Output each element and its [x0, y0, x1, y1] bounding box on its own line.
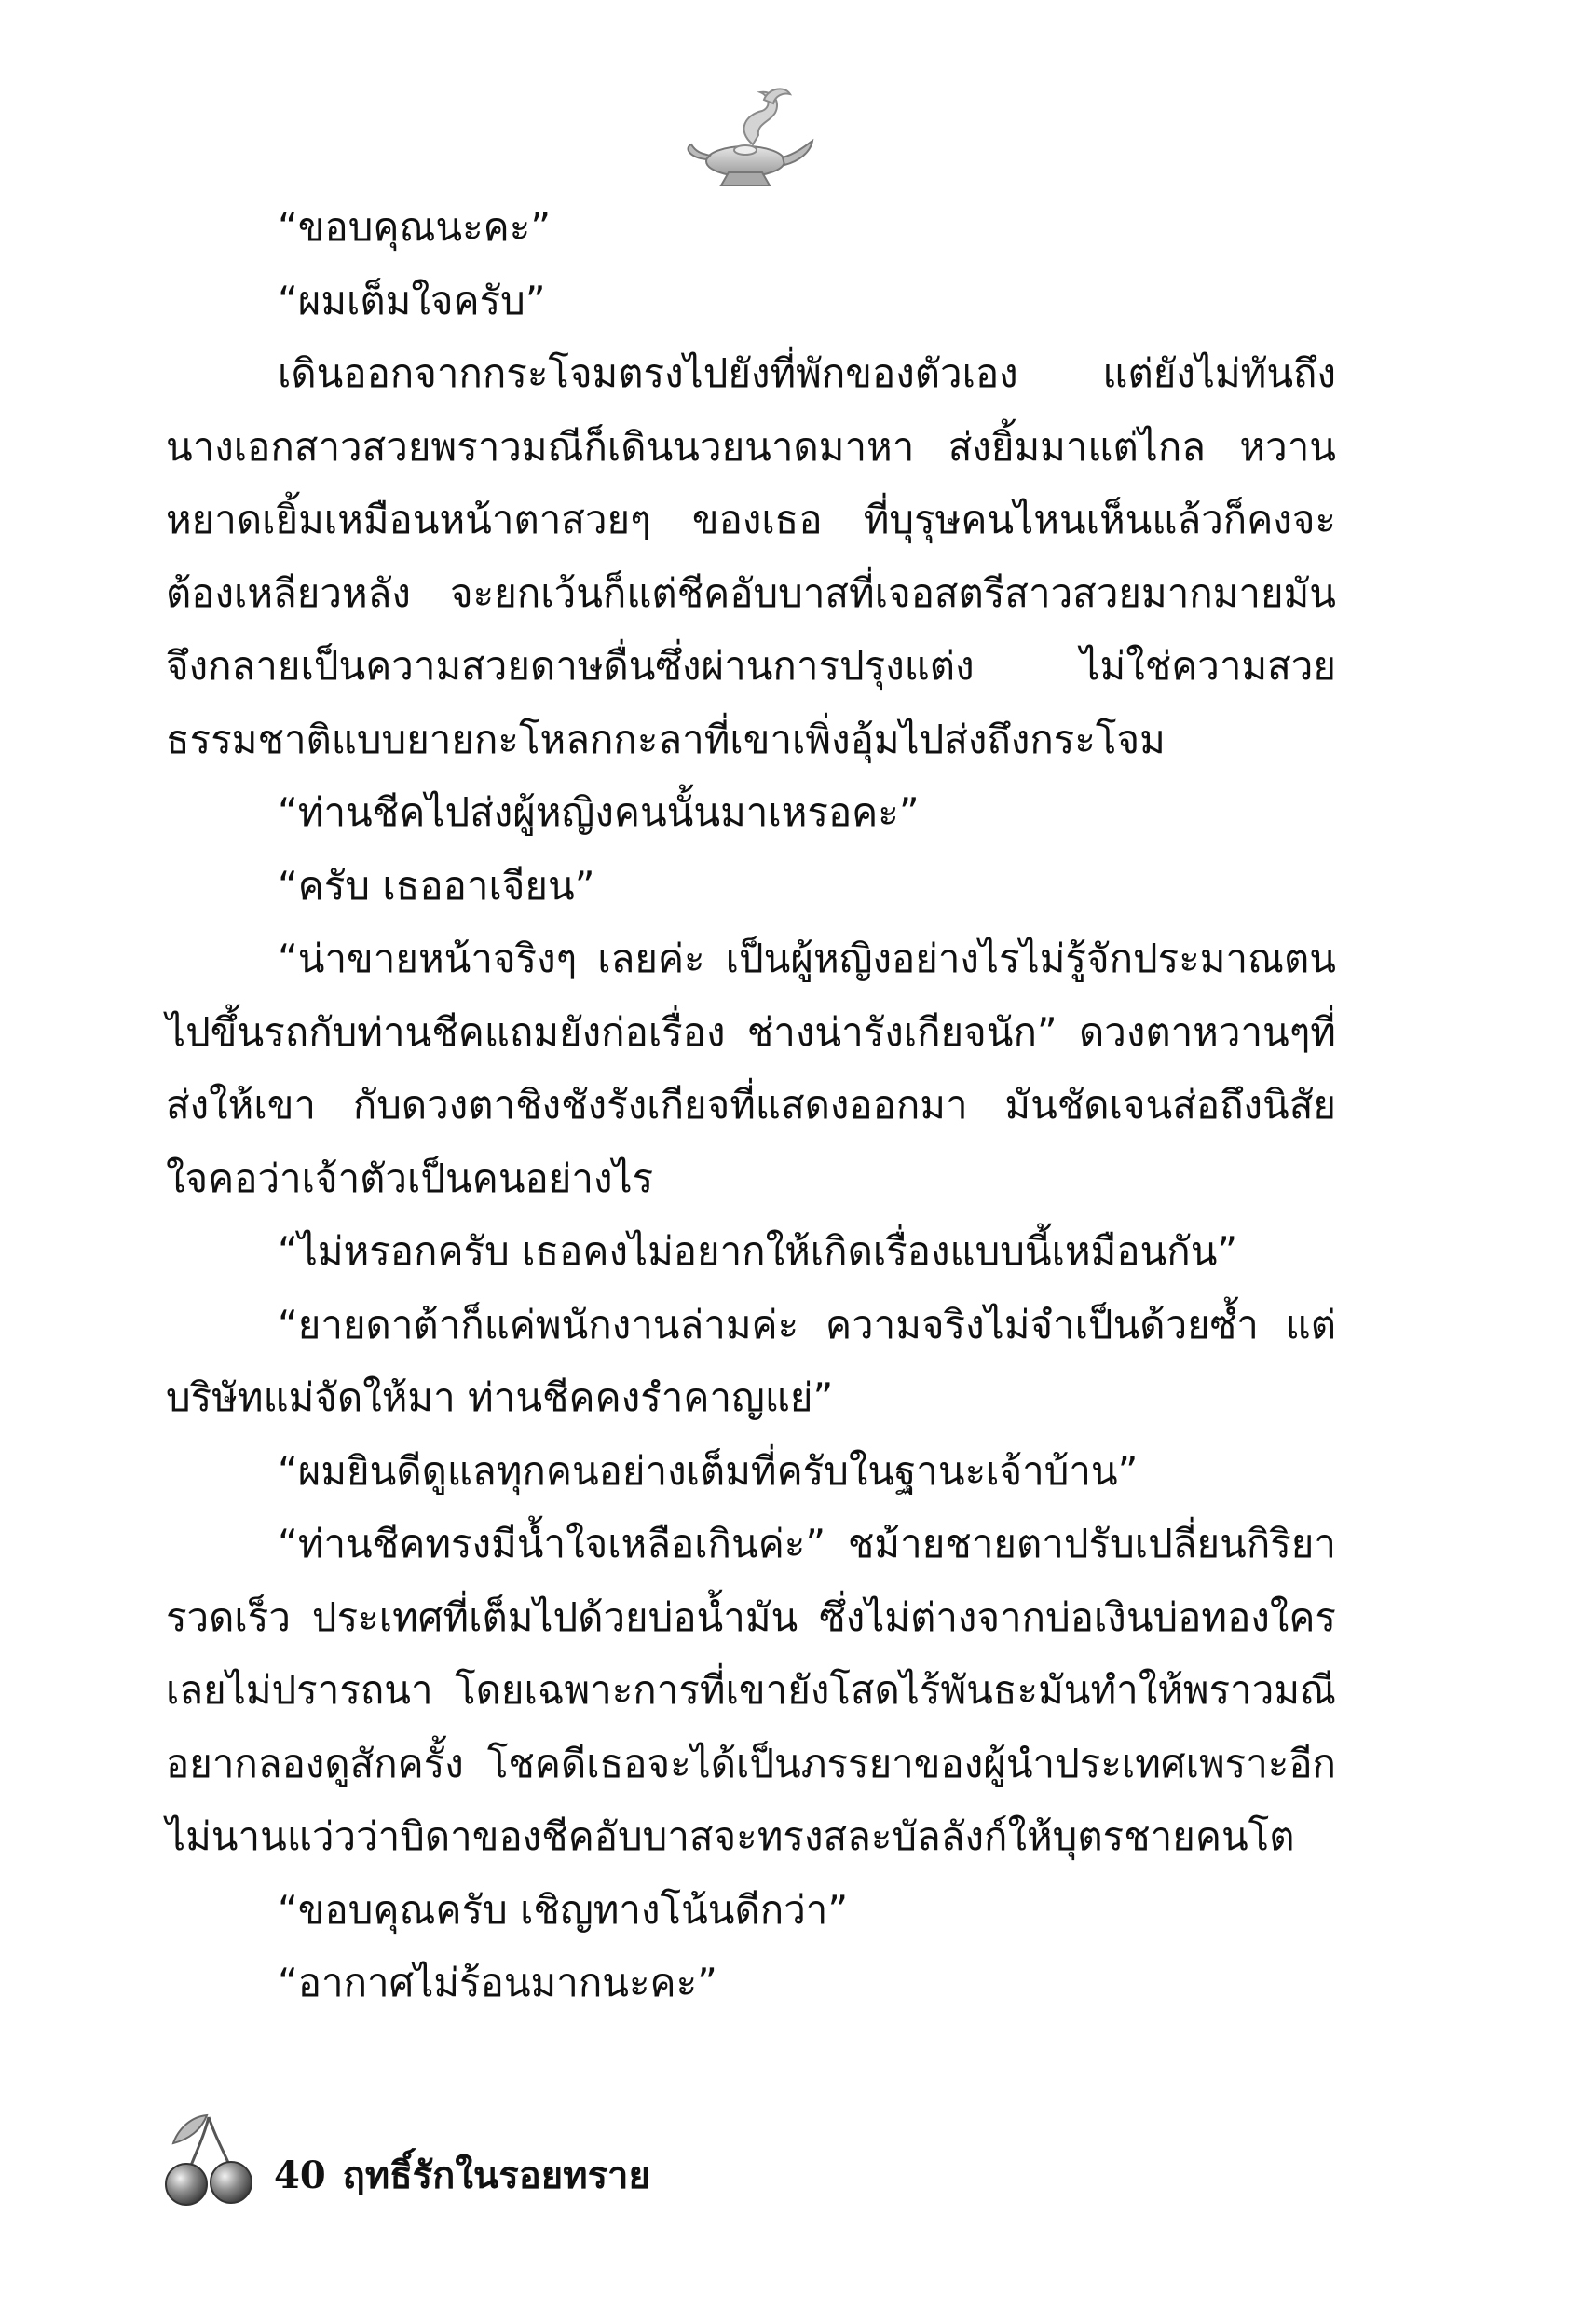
- book-title: ฤทธิ์รักในรอยทราย: [342, 2154, 650, 2197]
- folio: [274, 2145, 650, 2205]
- cherry-icon: [160, 2108, 259, 2210]
- paragraph: “ท่านชีคทรงมีน้ำใจเหลือเกินค่ะ” ชม้ายชายตาปรับเปลี่ยนกิริยารวดเร็ว ประเทศที่เต็มไปด้วยบ่อน้ำมัน ซึ่งไม่ต่างจากบ่อเงินบ่อทองใครเลยไม่ปรารถนา โดยเฉพาะการที่เขายังโสดไร้พันธะมันทำให้พราวมณีอยากลองดูสักครั้ง โชคดีเธอจะได้เป็นภรรยาของผู้นำประเทศเพราะอีกไม่นานแว่วว่าบิดาของชีคอับบาสจะทรงสละบัลลังก์ให้บุตรชายคนโต: [166, 1521, 1336, 1859]
- paragraph: “ผมเต็มใจครับ”: [278, 277, 546, 323]
- paragraph: “ครับ เธออาเจียน”: [278, 862, 595, 909]
- paragraph: “ไม่หรอกครับ เธอคงไม่อยากให้เกิดเรื่องแบบนี้เหมือนกัน”: [278, 1228, 1238, 1274]
- paragraph: “น่าขายหน้าจริงๆ เลยค่ะ เป็นผู้หญิงอย่างไรไม่รู้จักประมาณตนไปขึ้นรถกับท่านชีคแถมยังก่อเรื่อง ช่างน่ารังเกียจนัก” ดวงตาหวานๆที่ส่งให้เขา กับดวงตาชิงชังรังเกียจที่แสดงออกมา มันชัดเจนส่อถึงนิสัยใจคอว่าเจ้าตัวเป็นคนอย่างไร: [166, 936, 1336, 1201]
- paragraph: “ท่านชีคไปส่งผู้หญิงคนนั้นมาเหรอคะ”: [278, 789, 920, 835]
- body-text: [166, 191, 1336, 2020]
- paragraph: “ยายดาต้าก็แค่พนักงานล่ามค่ะ ความจริงไม่จำเป็นด้วยซ้ำ แต่บริษัทแม่จัดให้มา ท่านชีคคงรำคาญแย่”: [166, 1301, 1336, 1420]
- paragraph: “ผมยินดีดูแลทุกคนอย่างเต็มที่ครับในฐานะเจ้าบ้าน”: [278, 1447, 1139, 1494]
- genie-lamp-icon: [680, 79, 820, 196]
- paragraph: “ขอบคุณนะคะ”: [278, 204, 552, 250]
- paragraph: “ขอบคุณครับ เชิญทางโน้นดีกว่า”: [278, 1886, 849, 1933]
- paragraph: “อากาศไม่ร้อนมากนะคะ”: [278, 1960, 717, 2005]
- page-number: 40: [274, 2154, 326, 2197]
- page-footer: [160, 2108, 812, 2210]
- paragraph: เดินออกจากกระโจมตรงไปยังที่พักของตัวเอง แต่ยังไม่ทันถึงนางเอกสาวสวยพราวมณีก็เดินนวยนาดมาหา ส่งยิ้มมาแต่ไกล หวานหยาดเยิ้มเหมือนหน้าตาสวยๆ ของเธอ ที่บุรุษคนไหนเห็นแล้วก็คงจะต้องเหลียวหลัง จะยกเว้นก็แต่ชีคอับบาสที่เจอสตรีสาวสวยมากมายมันจึงกลายเป็นความสวยดาษดื่นซึ่งผ่านการปรุงแต่ง ไม่ใช่ความสวยธรรมชาติแบบยายกะโหลกกะลาที่เขาเพิ่งอุ้มไปส่งถึงกระโจม: [166, 350, 1336, 762]
